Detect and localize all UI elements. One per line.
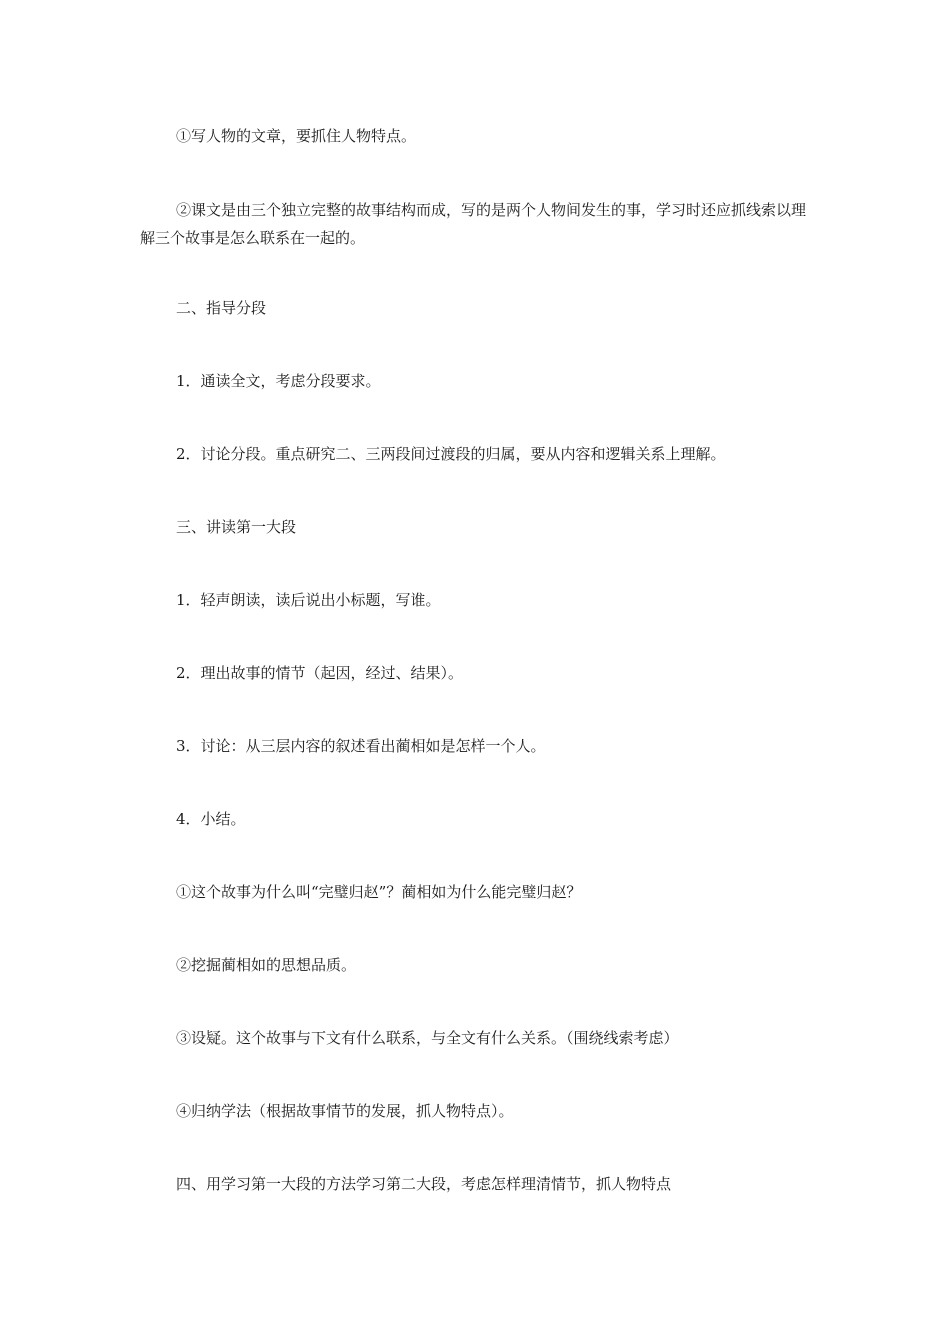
paragraph-7: 3．讨论：从三层内容的叙述看出蔺相如是怎样一个人。 (176, 737, 546, 755)
paragraph-3: 1．通读全文，考虑分段要求。 (176, 372, 381, 390)
paragraph-6: 2．理出故事的情节（起因，经过、结果）。 (176, 664, 464, 682)
paragraph-5: 1．轻声朗读，读后说出小标题，写谁。 (176, 591, 441, 609)
paragraph-12: ④归纳学法（根据故事情节的发展，抓人物特点）。 (176, 1102, 514, 1120)
paragraph-11: ③设疑。这个故事与下文有什么联系，与全文有什么关系。（围绕线索考虑） (176, 1029, 679, 1047)
paragraph-2: ②课文是由三个独立完整的故事结构而成，写的是两个人物间发生的事，学习时还应抓线索以理解三个故事是怎么联系在一起的。 (140, 201, 807, 247)
paragraph-8: 4．小结。 (176, 810, 246, 828)
section-heading-3: 三、讲读第一大段 (176, 518, 297, 536)
paragraph-9: ①这个故事为什么叫“完璧归赵”？蔺相如为什么能完璧归赵？ (176, 883, 582, 901)
paragraph-10: ②挖掘蔺相如的思想品质。 (176, 956, 357, 974)
section-heading-2: 二、指导分段 (176, 299, 267, 317)
paragraph-4: 2．讨论分段。重点研究二、三两段间过渡段的归属，要从内容和逻辑关系上理解。 (176, 445, 726, 463)
paragraph-1: ①写人物的文章，要抓住人物特点。 (176, 127, 417, 145)
section-heading-4: 四、用学习第一大段的方法学习第二大段，考虑怎样理清情节，抓人物特点 (176, 1175, 672, 1193)
